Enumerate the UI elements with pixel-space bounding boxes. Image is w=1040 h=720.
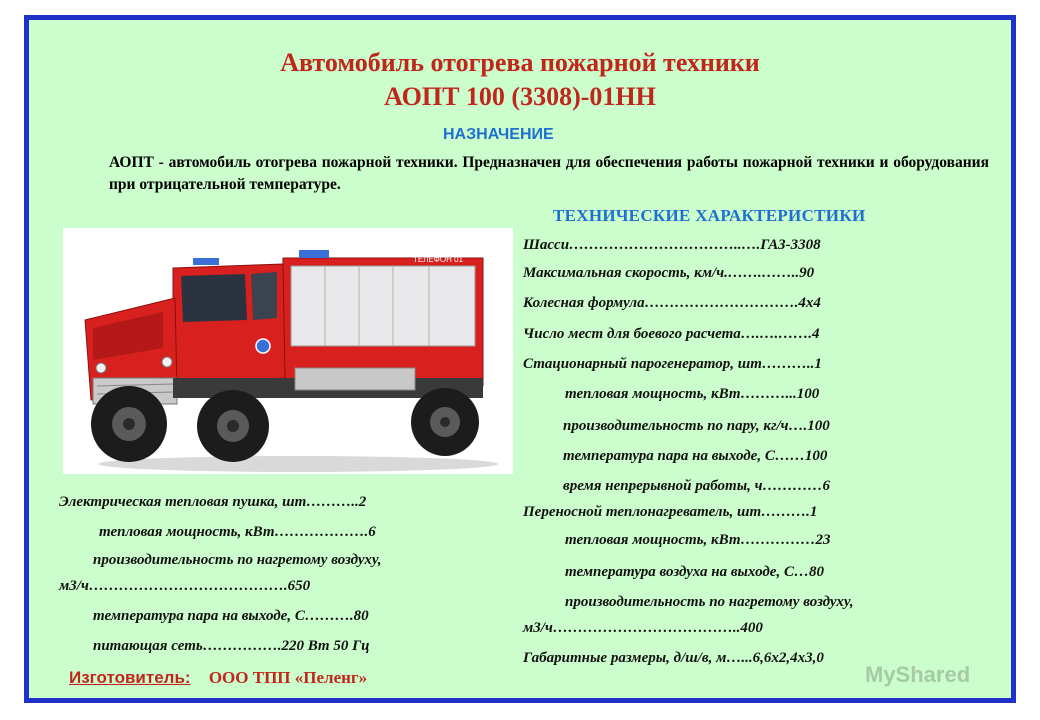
right-spec-line-2: Максимальная скорость, км/ч.…….……..90 [523, 265, 815, 281]
slide-frame [24, 15, 1016, 703]
right-spec-line-13: производительность по нагретому воздуху, [565, 594, 854, 610]
right-spec-line-14: м3/ч………………………………..400 [523, 620, 763, 636]
right-spec-line-11: тепловая мощность, кВт……………23 [565, 532, 831, 548]
left-spec-line-2: тепловая мощность, кВт……………….6 [99, 524, 376, 540]
left-spec-line-1: Электрическая тепловая пушка, шт………..2 [59, 494, 367, 510]
manufacturer-name: ООО ТПП «Пеленг» [208, 668, 368, 687]
title-line-2: АОПТ 100 (3308)-01НН [384, 82, 656, 111]
title-line-1: Автомобиль отогрева пожарной техники [280, 48, 760, 77]
right-spec-line-12: температура воздуха на выходе, С…80 [565, 564, 824, 580]
left-spec-line-6: питающая сеть…………….220 Вт 50 Гц [93, 638, 370, 654]
right-spec-line-6: тепловая мощность, кВт………...100 [565, 386, 820, 402]
right-spec-line-10: Переносной теплонагреватель, шт……….1 [523, 504, 818, 520]
tech-heading: ТЕХНИЧЕСКИЕ ХАРАКТЕРИСТИКИ [553, 206, 866, 225]
right-spec-line-4: Число мест для боевого расчета….….…….4 [523, 326, 820, 342]
right-spec-line-5: Стационарный парогенератор, шт………..1 [523, 356, 822, 372]
manufacturer-line [69, 668, 367, 688]
watermark: MyShared [865, 662, 971, 687]
right-spec-line-8: температура пара на выходе, С……100 [563, 448, 828, 464]
right-spec-line-1: Шасси……………………………..….ГАЗ-3308 [523, 237, 821, 253]
left-spec-line-5: температура пара на выходе, С……….80 [93, 608, 369, 624]
fire-truck-photo [63, 228, 513, 474]
fire-truck-illustration [63, 228, 513, 474]
left-spec-line-3: производительность по нагретому воздуху, [93, 552, 382, 568]
right-spec-line-7: производительность по пару, кг/ч….100 [563, 418, 830, 434]
right-spec-line-9: время непрерывной работы, ч…………6 [563, 478, 830, 494]
right-spec-line-3: Колесная формула………………………….4х4 [523, 295, 821, 311]
purpose-text: АОПТ - автомобиль отогрева пожарной техники. Предназначен для обеспечения работы пожарной техники и оборудования при отрицательной температуре. [109, 154, 989, 193]
right-spec-line-15: Габаритные размеры, д/ш/в, м…...6,6х2,4х3,0 [523, 650, 824, 666]
left-spec-line-4: м3/ч………………………………….650 [59, 578, 311, 594]
purpose-heading: НАЗНАЧЕНИЕ [443, 126, 554, 143]
manufacturer-label: Изготовитель: [69, 668, 191, 687]
truck-phone-label: ТЕЛЕФОН 01 [413, 255, 464, 264]
